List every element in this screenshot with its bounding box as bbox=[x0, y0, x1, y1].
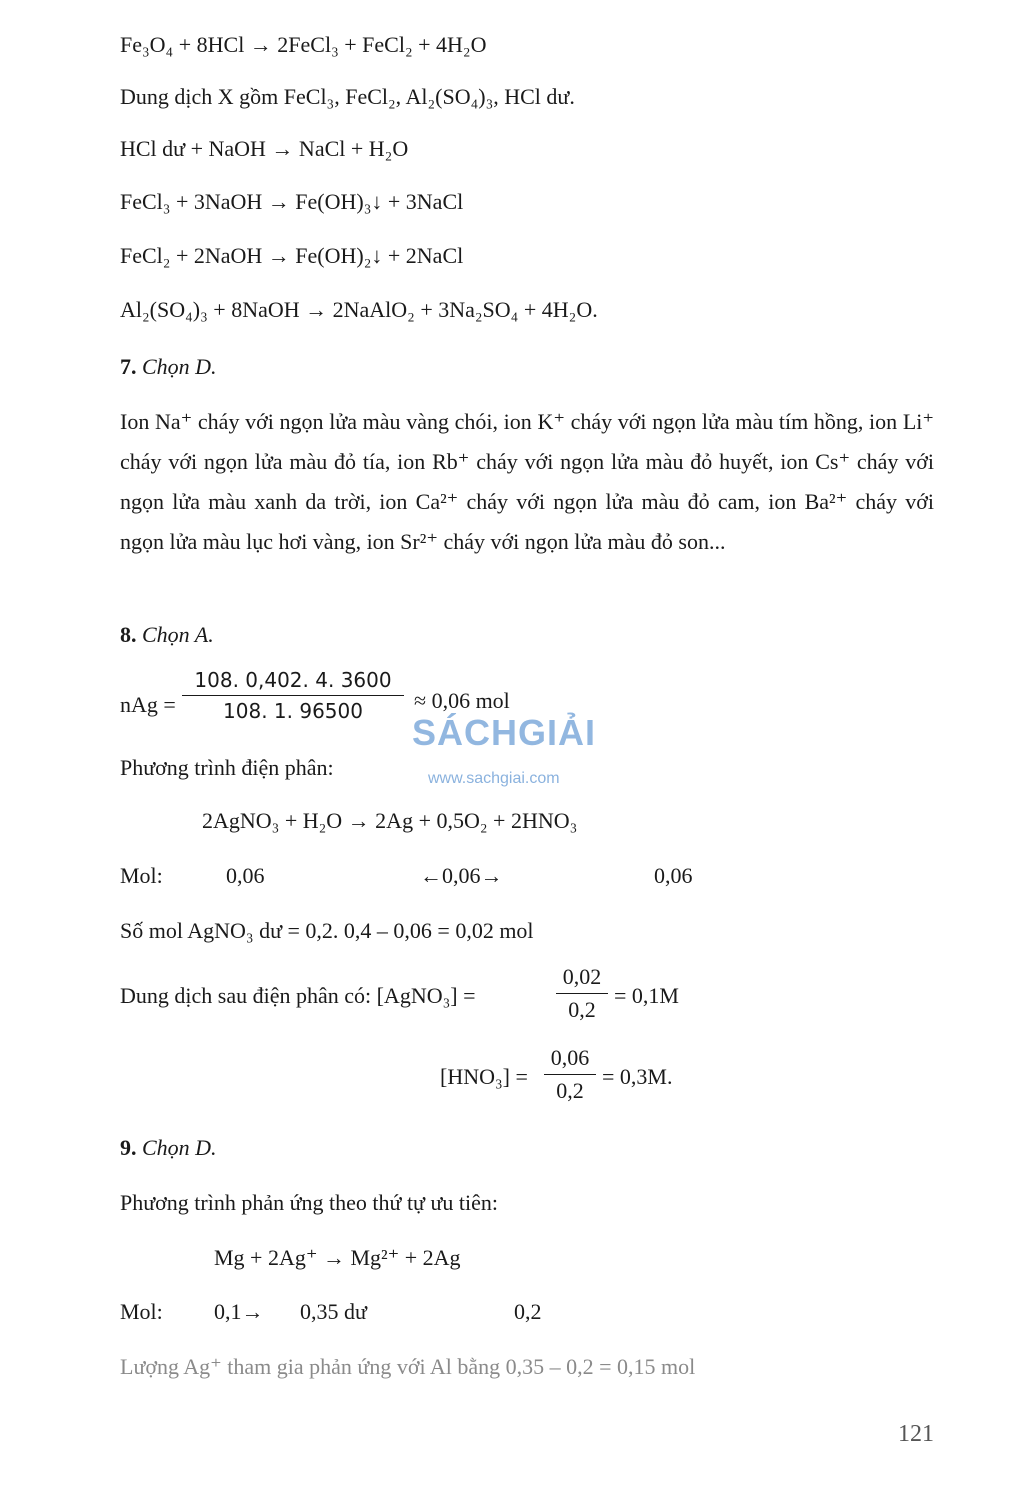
conc-hno3-fraction bbox=[544, 1045, 596, 1104]
q9-mol-ag: 0,2 bbox=[514, 1299, 542, 1324]
n-ag-result: ≈ 0,06 mol bbox=[414, 688, 510, 713]
conc-hno3-denominator: 0,2 bbox=[556, 1078, 584, 1103]
q7-choice: Chọn D. bbox=[142, 354, 217, 379]
q9-mol-mg: 0,1→ bbox=[214, 1299, 264, 1324]
n-ag-fraction-bar bbox=[182, 695, 404, 696]
page-number: 121 bbox=[898, 1421, 934, 1447]
q9-number: 9. bbox=[120, 1135, 137, 1160]
q8-number: 8. bbox=[120, 622, 137, 647]
mg-ag-equation: Mg + 2Ag⁺ → Mg²⁺ + 2Ag bbox=[214, 1245, 461, 1270]
q8-mol-label: Mol: bbox=[120, 863, 163, 888]
watermark-url: www.sachgiai.com bbox=[428, 770, 560, 787]
conc-agno3-denominator: 0,2 bbox=[568, 997, 596, 1022]
watermark-logo: SÁCHGIẢI bbox=[412, 712, 597, 753]
conc-agno3-numerator: 0,02 bbox=[562, 964, 602, 989]
q7-number: 7. bbox=[120, 354, 137, 379]
q8-heading bbox=[120, 622, 214, 648]
equation-hcl-naoh: HCl dư + NaOH → NaCl + H₂O bbox=[120, 136, 409, 161]
conc-agno3-result: = 0,1M bbox=[614, 983, 679, 1008]
priority-order-label: Phương trình phản ứng theo thứ tự ưu tiên: bbox=[120, 1190, 499, 1215]
equation-fecl3-naoh: FeCl₃ + 3NaOH → Fe(OH)₃↓ + 3NaCl bbox=[120, 189, 464, 214]
q9-choice: Chọn D. bbox=[142, 1135, 217, 1160]
n-ag-numerator: 108. 0,402. 4. 3600 bbox=[194, 668, 392, 692]
ag-ion-reacting-al: Lượng Ag⁺ tham gia phản ứng với Al bằng 0,35 – 0,2 = 0,15 mol bbox=[120, 1354, 696, 1379]
q7-flame-paragraph bbox=[52, 402, 934, 562]
n-ag-label: nAg = bbox=[120, 692, 176, 717]
conc-hno3-numerator: 0,06 bbox=[550, 1045, 590, 1070]
equation-al2so43-naoh: Al₂(SO₄)₃ + 8NaOH → 2NaAlO₂ + 3Na₂SO₄ + 4H₂O. bbox=[120, 297, 598, 322]
equation-fe3o4-hcl: Fe₃O₄ + 8HCl → 2FeCl₃ + FeCl₂ + 4H₂O bbox=[120, 32, 487, 57]
conc-agno3-label: Dung dịch sau điện phân có: [AgNO₃] = bbox=[120, 983, 476, 1008]
solution-x-description: Dung dịch X gồm FeCl₃, FeCl₂, Al₂(SO₄)₃, HCl dư. bbox=[120, 84, 575, 109]
agno3-excess: Số mol AgNO₃ dư = 0,2. 0,4 – 0,06 = 0,02 mol bbox=[120, 918, 534, 943]
q9-mol-label: Mol: bbox=[120, 1299, 163, 1324]
q9-heading bbox=[120, 1135, 217, 1161]
electrolysis-label: Phương trình điện phân: bbox=[120, 755, 334, 780]
conc-hno3-bar bbox=[544, 1074, 596, 1075]
q9-mol-ag-ion: 0,35 dư bbox=[300, 1299, 367, 1324]
conc-hno3-label: [HNO₃] = bbox=[440, 1064, 528, 1089]
q8-choice: Chọn A. bbox=[142, 622, 214, 647]
q7-heading bbox=[120, 354, 217, 380]
q7-paragraph-text: Ion Na⁺ cháy với ngọn lửa màu vàng chói, ion K⁺ cháy với ngọn lửa màu tím hồng, ion Li⁺ cháy với ngọn lửa màu đỏ tía, ion Rb⁺ cháy với ngọn lửa màu đỏ huyết, ion Cs⁺ cháy với ngọn lửa màu xanh da trời, ion Ca²⁺ cháy với ngọn lửa màu đỏ cam, ion Ba²⁺ cháy với ngọn lửa màu lục hơi vàng, ion Sr²⁺ cháy với ngọn lửa màu đỏ son... bbox=[120, 409, 934, 554]
electrolysis-equation: 2AgNO₃ + H₂O → 2Ag + 0,5O₂ + 2HNO₃ bbox=[202, 808, 578, 833]
q8-mol-ag: ←0,06→ bbox=[420, 863, 503, 888]
n-ag-fraction bbox=[182, 668, 404, 723]
q8-mol-agno3: 0,06 bbox=[226, 863, 265, 888]
conc-agno3-fraction bbox=[556, 964, 608, 1023]
equation-fecl2-naoh: FeCl₂ + 2NaOH → Fe(OH)₂↓ + 2NaCl bbox=[120, 243, 464, 268]
q8-mol-hno3: 0,06 bbox=[654, 863, 693, 888]
conc-hno3-result: = 0,3M. bbox=[602, 1064, 673, 1089]
conc-agno3-bar bbox=[556, 993, 608, 994]
n-ag-denominator: 108. 1. 96500 bbox=[223, 699, 363, 723]
